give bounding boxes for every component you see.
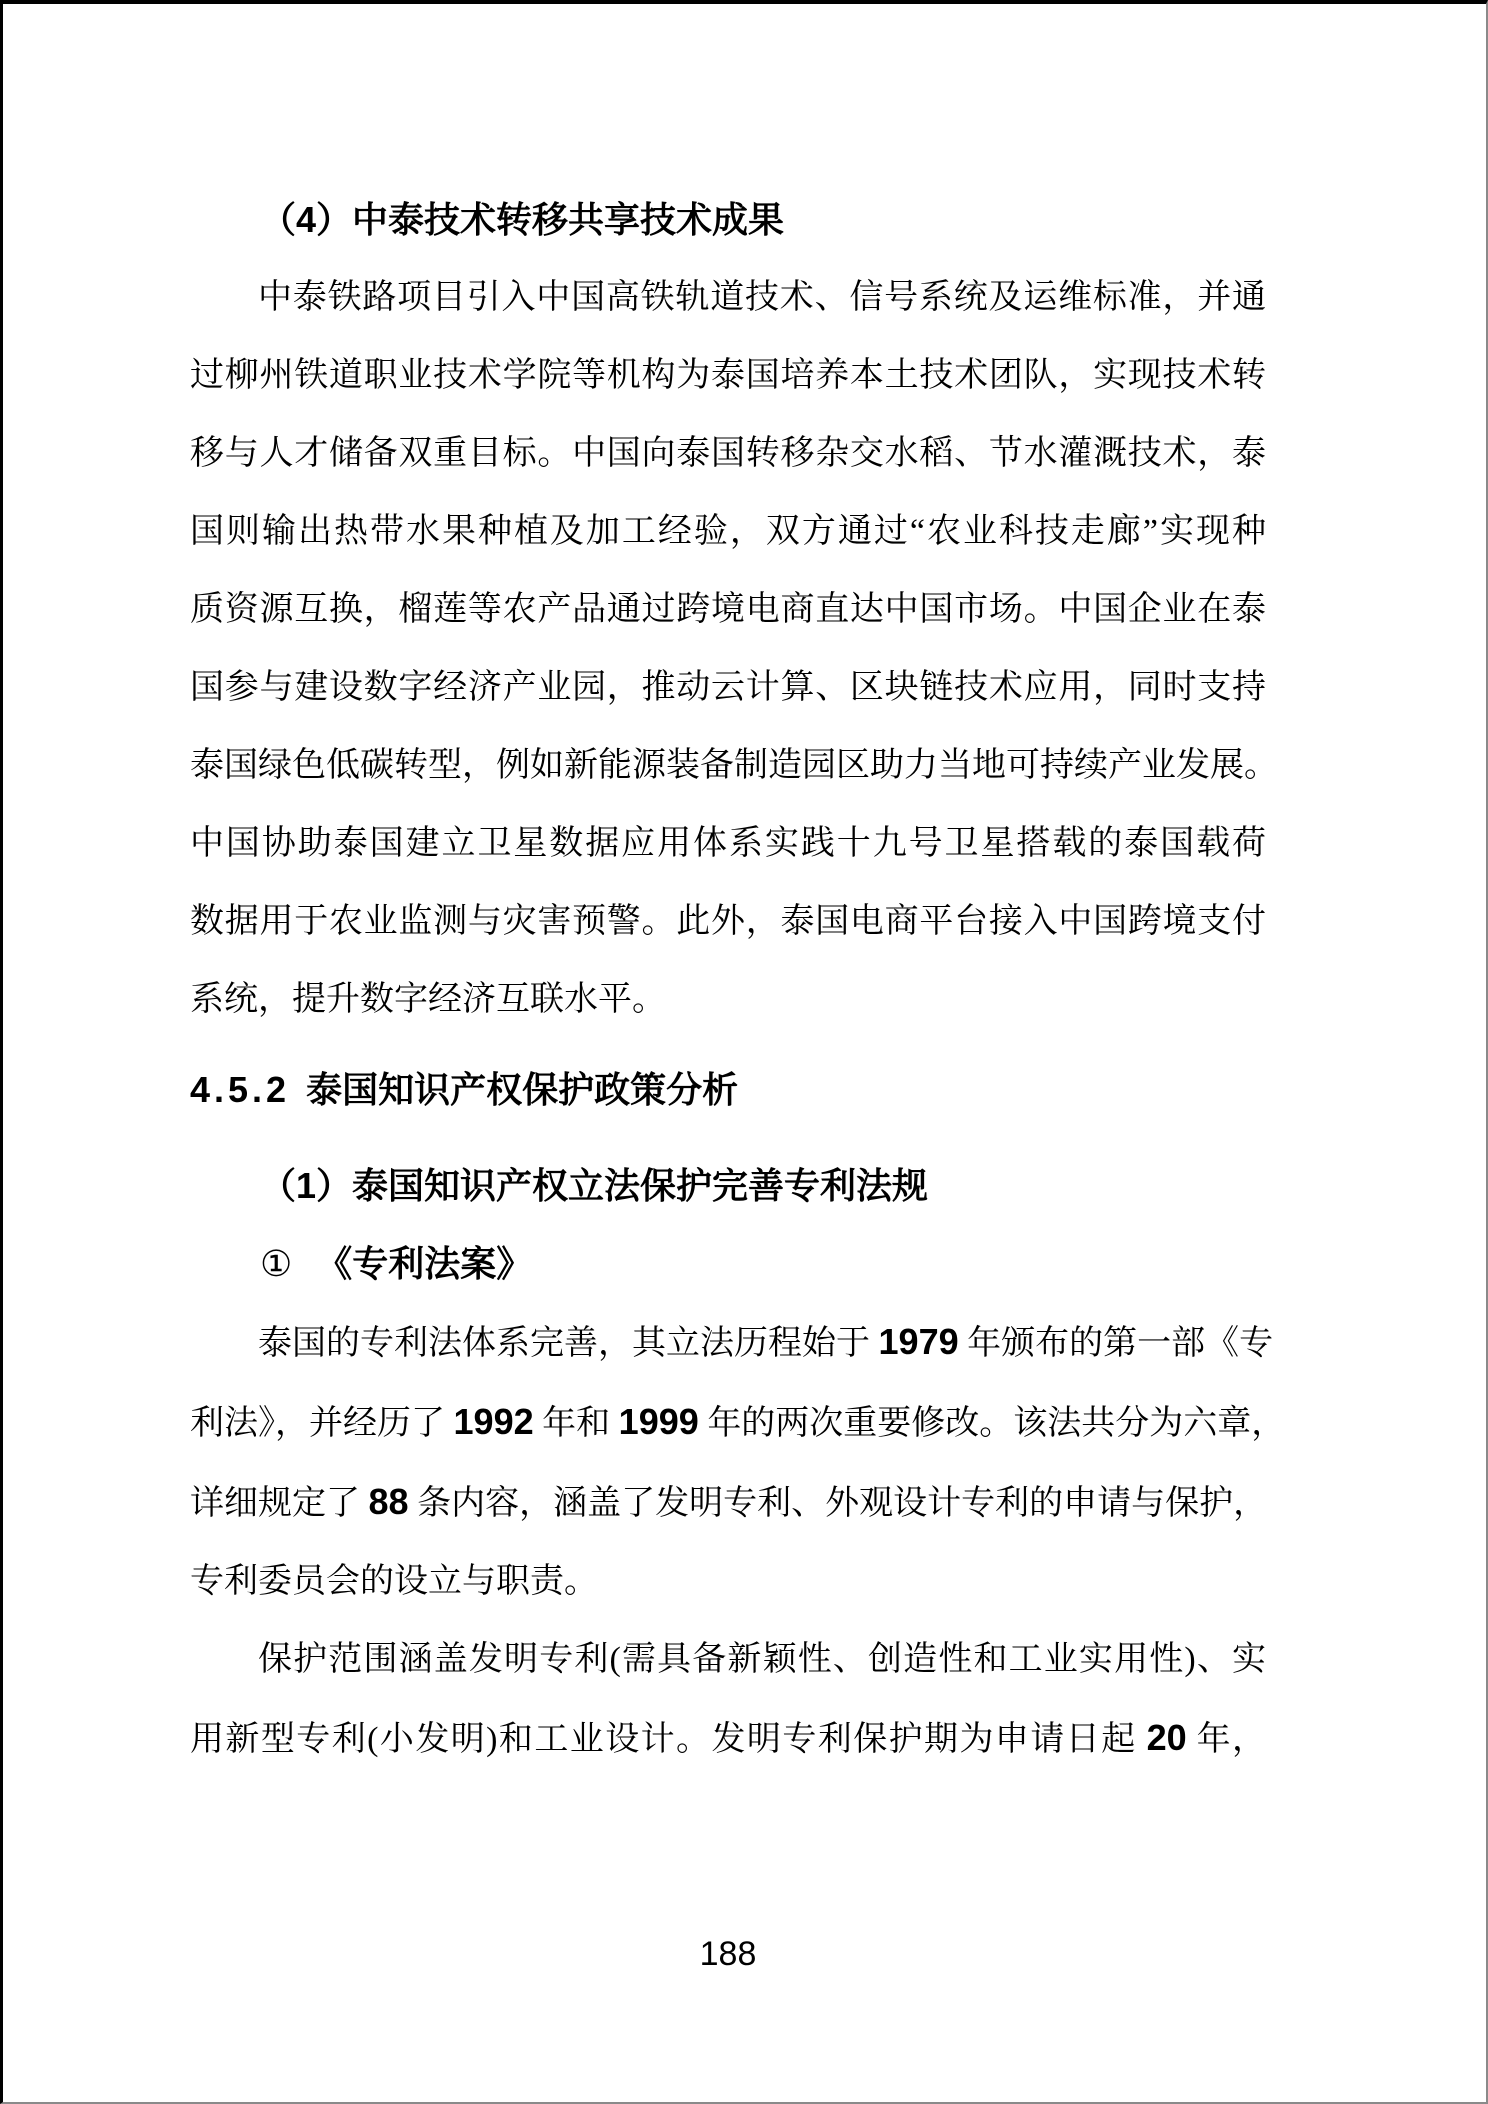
paragraph-tech-transfer (190, 259, 1278, 1039)
heading-item-4: （4）中泰技术转移共享技术成果 (260, 199, 785, 240)
text-line: 泰国绿色低碳转型，例如新能源装备制造园区助力当地可持续产业发展。 (190, 747, 1278, 784)
text-line: 利法》，并经历了 1992 年和 1999 年的两次重要修改。该法共分为六章， (190, 1401, 1286, 1442)
text-line: 国则输出热带水果种植及加工经验，双方通过“农业科技走廊”实现种 (190, 513, 1266, 550)
paragraph-protection-scope (190, 1621, 1266, 1779)
paragraph-patent-law (190, 1303, 1286, 1621)
text-line: 中泰铁路项目引入中国高铁轨道技术、信号系统及运维标准，并通 (258, 279, 1266, 316)
heading-item-1: （1）泰国知识产权立法保护完善专利法规 (260, 1165, 929, 1206)
text-line: 系统，提升数字经济互联水平。 (190, 981, 666, 1018)
text-line: 保护范围涵盖发明专利(需具备新颖性、创造性和工业实用性)、实 (258, 1641, 1266, 1678)
text-line: 国参与建设数字经济产业园，推动云计算、区块链技术应用，同时支持 (190, 669, 1266, 706)
subheading-patent-act (190, 1225, 1266, 1303)
text-line: 过柳州铁道职业技术学院等机构为泰国培养本土技术团队，实现技术转 (190, 357, 1266, 394)
text-line: 详细规定了 88 条内容，涵盖了发明专利、外观设计专利的申请与保护， (190, 1481, 1268, 1522)
text-line: 移与人才储备双重目标。中国向泰国转移杂交水稻、节水灌溉技术，泰 (190, 435, 1266, 472)
text-line: 用新型专利(小发明)和工业设计。发明专利保护期为申请日起 20 年， (190, 1717, 1266, 1758)
section-number: 4.5.2 (190, 1069, 291, 1110)
subheading-title: 《专利法案》 (316, 1243, 533, 1284)
text-line: 数据用于农业监测与灾害预警。此外，泰国电商平台接入中国跨境支付 (190, 903, 1266, 940)
circled-number-1: ① (260, 1244, 293, 1284)
page-number: 188 (699, 1935, 757, 1973)
section-title: 泰国知识产权保护政策分析 (306, 1069, 739, 1110)
heading-section-4-5-2 (190, 1051, 1266, 1129)
text-line: 专利委员会的设立与职责。 (190, 1563, 598, 1600)
text-block (190, 181, 1286, 1779)
text-line: 泰国的专利法体系完善，其立法历程始于 1979 年颁布的第一部《专 (258, 1321, 1274, 1362)
text-line: 质资源互换，榴莲等农产品通过跨境电商直达中国市场。中国企业在泰 (190, 591, 1266, 628)
text-line: 中国协助泰国建立卫星数据应用体系实践十九号卫星搭载的泰国载荷 (190, 825, 1266, 862)
